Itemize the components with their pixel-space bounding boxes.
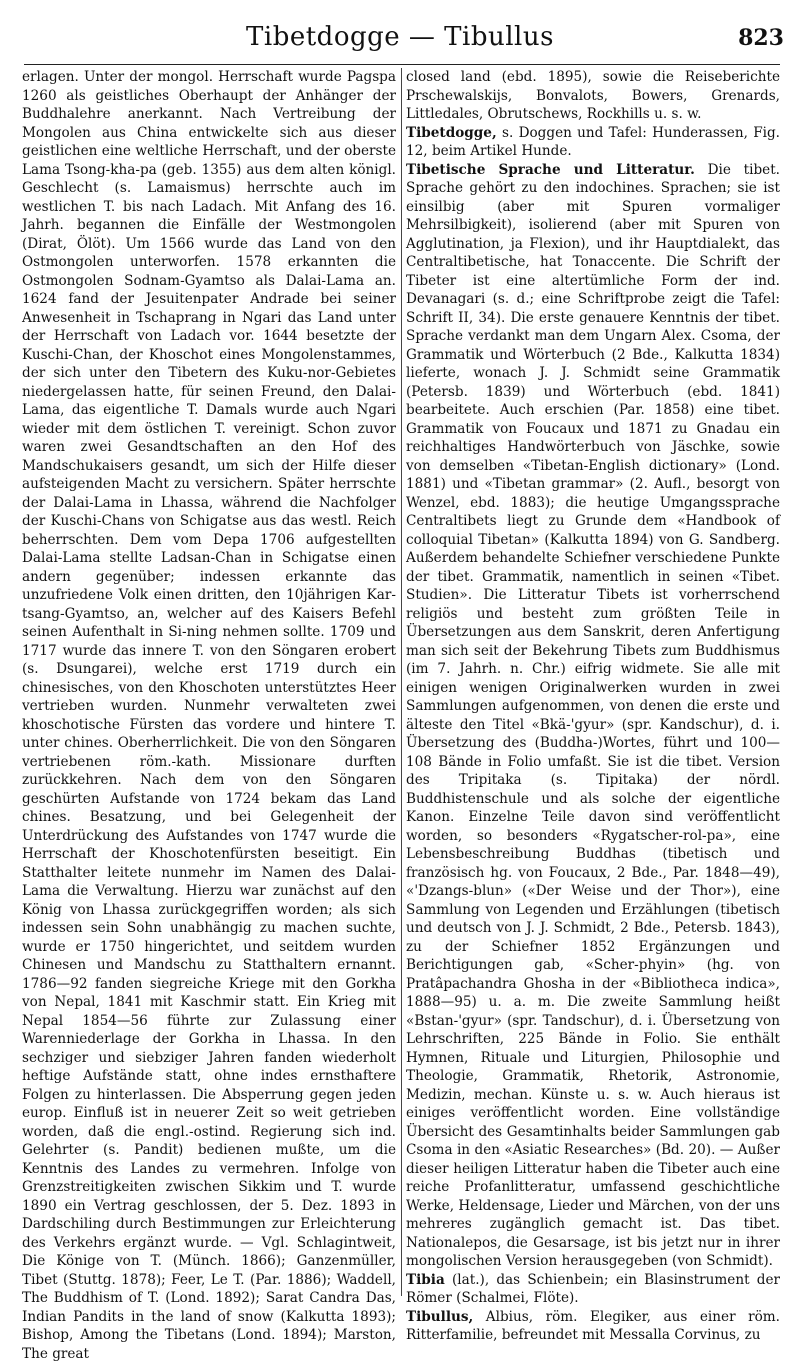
lemma-tibetische-sprache: Tibetische Sprache und Litteratur. xyxy=(406,161,695,178)
right-column xyxy=(406,68,780,1343)
right-column-intro: closed land (ebd. 1895), sowie die Reiseberichte Prschewalskijs, Bonvalots, Bowers, Grenards, Littledales, Obrutschews, Rockhills u. s. w. xyxy=(406,69,780,122)
entry-tibullus-text: Albius, röm. Elegiker, aus einer röm. Ritterfamilie, befreundet mit Messalla Corvinus, zu xyxy=(406,1308,780,1343)
header-rule xyxy=(24,64,780,65)
lemma-tibia: Tibia xyxy=(406,1271,445,1288)
running-head xyxy=(0,22,800,52)
entry-tibia-text: (lat.), das Schienbein; ein Blasinstrument der Römer (Schalmei, Flöte). xyxy=(406,1271,780,1306)
entry-tibetische-sprache-text: Die tibet. Sprache gehört zu den indochines. Sprachen; sie ist einsilbig (aber mit Spuren vormaliger Mehrsilbigkeit), isolierend (aber mit Spuren von Agglutination, ja Flexion), und ihr Hauptdialekt, das Centraltibetische, hat Tonaccente. Die Schrift der Tibeter ist eine altertümliche Form der ind. Devanagari (s. d.; eine Schriftprobe zeigt die Tafel: Schrift II, 34). Die erste genauere Kenntnis der tibet. Sprache verdankt man dem Ungarn Alex. Csoma, der Grammatik und Wörterbuch (2 Bde., Kalkutta 1834) lieferte, wonach J. J. Schmidt seine Grammatik (Petersb. 1839) und Wörterbuch (ebd. 1841) bearbeitete. Auch erschien (Par. 1858) eine tibet. Grammatik von Foucaux und 1871 zu Gnadau ein reichhaltiges Handwörterbuch von Jäschke, sowie von demselben «Tibetan-English dictionary» (Lond. 1881) und «Tibetan grammar» (2. Aufl., besorgt von Wenzel, ebd. 1883); die heutige Umgangssprache Centraltibets liegt zu Grunde dem «Handbook of colloquial Tibetan» (Kalkutta 1894) von G. Sandberg. Außerdem behandelte Schiefner verschiedene Punkte der tibet. Grammatik, namentlich in seinen «Tibet. Studien». Die Litteratur Tibets ist vorherrschend religiös und besteht zum größten Teile in Übersetzungen aus dem Sanskrit, deren Anfertigung man sich seit der Bekehrung Tibets zum Buddhismus (im 7. Jahrh. n. Chr.) eifrig widmete. Sie alle mit einigen wenigen Originalwerken wurden in zwei Sammlungen aufgenommen, von denen die erste und älteste den Titel «Bkä-'gyur» (spr. Kandschur), d. i. Übersetzung des (Buddha-)Wortes, führt und 100—108 Bände in Folio umfaßt. Sie ist die tibet. Version des Tripitaka (s. Tipitaka) der nördl. Buddhistenschule und als solche der eigentliche Kanon. Einzelne Teile davon sind veröffentlicht worden, so besonders «Rygatscher-rol-pa», eine Lebensbeschreibung Buddhas (tibetisch und französisch hg. von Foucaux, 2 Bde., Par. 1848—49), «'Dzangs-blun» («Der Weise und der Thor»), eine Sammlung von Legenden und Erzählungen (tibetisch und deutsch von J. J. Schmidt, 2 Bde., Petersb. 1843), zu der Schiefner 1852 Ergänzungen und Berichtigungen gab, «Scher-phyin» (hg. von Pratâpachandra Ghosha in der «Bibliotheca indica», 1888—95) u. a. m. Die zweite Sammlung heißt «Bstan-'gyur» (spr. Tandschur), d. i. Übersetzung von Lehrschriften, 225 Bände in Folio. Sie enthält Hymnen, Rituale und Liturgien, Philosophie und Theologie, Grammatik, Rhetorik, Astronomie, Medizin, mechan. Künste u. s. w. Auch hieraus ist einiges veröffentlicht worden. Eine vollständige Übersicht des Gesamtinhalts beider Sammlungen gab Csoma in den «Asiatic Researches» (Bd. 20). — Außer dieser heiligen Litteratur haben die Tibeter auch eine reiche Profanlitteratur, umfassend geschichtliche Werke, Heldensage, Lieder und Märchen, von der uns mehreres zugänglich gemacht ist. Das tibet. Nationalepos, die Gesarsage, ist bis jetzt nur in ihrer mongolischen Version herausgegeben (von Schmidt). xyxy=(406,161,780,1269)
entry-tibia xyxy=(406,1271,780,1308)
left-column xyxy=(22,68,396,1362)
running-title: Tibetdogge — Tibullus xyxy=(246,22,554,52)
lemma-tibullus: Tibullus, xyxy=(406,1308,474,1325)
entry-tibetdogge xyxy=(406,124,780,161)
left-column-text: erlagen. Unter der mongol. Herrschaft wurde Pagspa 1260 als geistliches Oberhaupt der Anhänger der Buddhalehre anerkannt. Nach Vertreibung der Mongolen aus China entwickelte sich aus dieser geistlichen eine weltliche Herrschaft, und der oberste Lama Tsong-kha-pa (geb. 1355) aus dem alten königl. Geschlecht (s. Lamaismus) herrschte auch im westlichen T. bis nach Ladach. Mit Anfang des 16. Jahrh. begannen die Einfälle der Westmongolen (Dirat, Ölöt). Um 1566 wurde das Land von den Ostmongolen unterworfen. 1578 erkannten die Ostmongolen Sodnam-Gyamtso als Dalai-Lama an. 1624 fand der Jesuitenpater Andrade bei seiner Anwesenheit in Tschaprang in Ngari das Land unter der Herrschaft von Ladach vor. 1644 besetzte der Kuschi-Chan, der Khoschot eines Mongolenstammes, der sich unter den Tibetern des Kuku-nor-Gebietes niedergelassen hatte, für seinen Freund, den Dalai-Lama, das eigentliche T. Damals wurde auch Ngari wieder mit dem östlichen T. vereinigt. Schon zuvor waren zwei Gesandtschaften an den Hof des Mandschukaisers gesandt, um sich der Hilfe dieser aufsteigenden Macht zu versichern. Später herrschte der Dalai-Lama in Lhassa, während die Nachfolger der Kuschi-Chans von Schigatse aus das westl. Reich beherrschten. Dem vom Depa 1706 aufgestellten Dalai-Lama stellte Ladsan-Chan in Schigatse einen andern gegenüber; indessen erkannte das unzufriedene Volk einen dritten, den 10jährigen Kar-tsang-Gyamtso, an, welcher auf des Kaisers Befehl seinen Aufenthalt in Si-ning nehmen sollte. 1709 und 1717 wurde das innere T. von den Söngaren erobert (s. Dsungarei), welche erst 1719 durch ein chinesisches, von den Khoschoten unterstütztes Heer vertrieben wurden. Nunmehr verwalteten zwei khoschotische Fürsten das vordere und hintere T. unter chines. Oberherrlichkeit. Die von den Söngaren vertriebenen röm.-kath. Missionare durften zurückkehren. Nach dem von den Söngaren geschürten Aufstande von 1724 bekam das Land chines. Besatzung, und bei Gelegenheit der Unterdrückung des Aufstandes von 1747 wurde die Herrschaft der Khoschotenfürsten beseitigt. Ein Statthalter leitete nunmehr im Namen des Dalai-Lama die Verwaltung. Hierzu war zunächst auf den König von Lhassa zurückgegriffen worden; als sich indessen sein Sohn unabhängig zu machen suchte, wurde er 1750 hingerichtet, und seitdem wurden Chinesen und Mandschu zu Statthaltern ernannt. 1786—92 fanden siegreiche Kriege mit den Gorkha von Nepal, 1841 mit Kaschmir statt. Ein Krieg mit Nepal 1854—56 führte zur Zulassung einer Warenniederlage der Gorkha in Lhassa. In den sechziger und siebziger Jahren fanden wiederholt heftige Aufstände statt, ohne indes ernsthaftere Folgen zu hinterlassen. Die Absperrung gegen jeden europ. Einfluß ist in neuerer Zeit so weit getrieben worden, daß die engl.-ostind. Regierung sich ind. Gelehrter (s. Pandit) bedienen mußte, um die Kenntnis des Landes zu vermehren. Infolge von Grenzstreitigkeiten zwischen Sikkim und T. wurde 1890 ein Vertrag geschlossen, der 5. Dez. 1893 in Dardschiling durch Bestimmungen zur Erleichterung des Verkehrs ergänzt wurde. — Vgl. Schlagintweit, Die Könige von T. (Münch. 1866); Ganzenmüller, Tibet (Stuttg. 1878); Feer, Le T. (Par. 1886); Waddell, The Buddhism of T. (Lond. 1892); Sarat Candra Das, Indian Pandits in the land of snow (Kalkutta 1893); Bishop, Among the Tibetans (Lond. 1894); Marston, The great xyxy=(22,69,396,1362)
entry-tibetdogge-text: s. Doggen und Tafel: Hunderassen, Fig. 12, beim Artikel Hunde. xyxy=(406,124,780,159)
page-number: 823 xyxy=(738,25,784,51)
column-divider xyxy=(401,68,402,1296)
entry-tibullus xyxy=(406,1308,780,1345)
entry-tibetische-sprache xyxy=(406,161,780,1271)
lemma-tibetdogge: Tibetdogge, xyxy=(406,124,497,141)
text-columns xyxy=(22,68,782,1362)
